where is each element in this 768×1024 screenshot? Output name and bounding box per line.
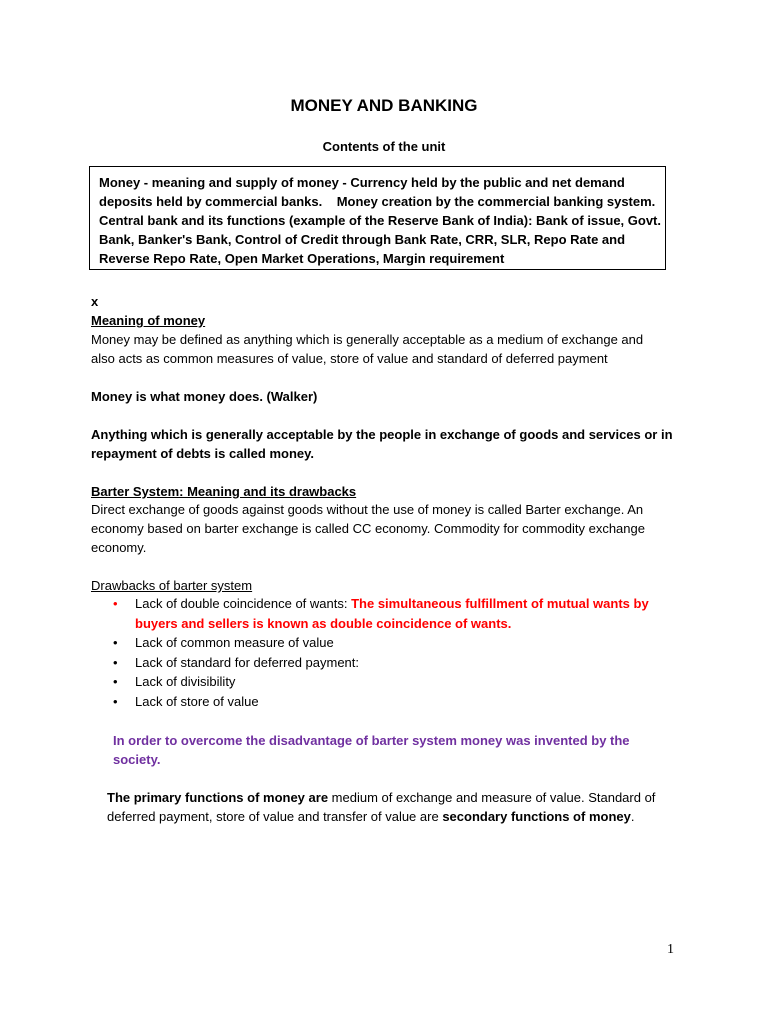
drawbacks-heading: Drawbacks of barter system bbox=[91, 578, 253, 593]
bullet-icon: • bbox=[113, 654, 118, 670]
bullet-icon: • bbox=[113, 635, 118, 651]
functions-line bbox=[107, 788, 707, 807]
list-item bbox=[113, 653, 693, 673]
list-item bbox=[113, 594, 693, 633]
bullet-icon: • bbox=[113, 674, 118, 690]
contents-line: Reverse Repo Rate, Open Market Operations, Margin requirement bbox=[99, 251, 505, 266]
functions-text: deferred payment, store of value and transfer of value are bbox=[107, 809, 443, 824]
barter-line: Direct exchange of goods against goods without the use of money is called Barter exchange. An bbox=[91, 502, 644, 517]
page-subtitle: Contents of the unit bbox=[322, 139, 446, 154]
overcome-line: society. bbox=[113, 752, 161, 767]
page-number: 1 bbox=[667, 942, 674, 957]
drawbacks-list bbox=[113, 594, 693, 712]
item-label: Lack of common measure of value bbox=[135, 635, 334, 651]
item-label: Lack of double coincidence of wants: bbox=[135, 596, 352, 611]
stray-mark: x bbox=[91, 294, 99, 309]
list-item bbox=[113, 672, 693, 692]
item-label: Lack of divisibility bbox=[135, 674, 236, 690]
contents-box bbox=[89, 166, 666, 270]
functions-line bbox=[107, 807, 707, 826]
functions-bold: The primary functions of money are bbox=[107, 790, 329, 805]
barter-heading: Barter System: Meaning and its drawbacks bbox=[91, 484, 357, 499]
meaning-line: also acts as common measures of value, store of value and standard of deferred payment bbox=[91, 351, 608, 366]
bullet-icon: • bbox=[113, 693, 118, 709]
contents-line: Central bank and its functions (example of the Reserve Bank of India): Bank of issue, Govt. bbox=[99, 213, 662, 228]
functions-bold: secondary functions of money bbox=[442, 809, 631, 824]
functions-text: medium of exchange and measure of value. Standard of bbox=[328, 790, 656, 805]
definition-line: Anything which is generally acceptable by the people in exchange of goods and services or in bbox=[91, 427, 673, 442]
overcome-line: In order to overcome the disadvantage of barter system money was invented by the bbox=[113, 733, 630, 748]
walker-quote: Money is what money does. (Walker) bbox=[91, 389, 318, 404]
list-item bbox=[113, 633, 693, 653]
barter-line: economy based on barter exchange is called CC economy. Commodity for commodity exchange bbox=[91, 521, 645, 536]
bullet-icon: • bbox=[113, 596, 118, 611]
item-highlight: buyers and sellers is known as double coincidence of wants. bbox=[135, 615, 512, 631]
contents-line: Bank, Banker's Bank, Control of Credit through Bank Rate, CRR, SLR, Repo Rate and bbox=[99, 232, 626, 247]
item-highlight: The simultaneous fulfillment of mutual wants by bbox=[351, 596, 649, 611]
contents-line: Money - meaning and supply of money - Currency held by the public and net demand bbox=[99, 175, 625, 190]
item-label: Lack of store of value bbox=[135, 693, 259, 709]
functions-text: . bbox=[630, 809, 635, 824]
barter-line: economy. bbox=[91, 540, 147, 555]
definition-line: repayment of debts is called money. bbox=[91, 446, 314, 461]
meaning-line: Money may be defined as anything which is generally acceptable as a medium of exchange and bbox=[91, 332, 644, 347]
contents-line: deposits held by commercial banks. Money creation by the commercial banking system. bbox=[99, 194, 656, 209]
page-title: MONEY AND BANKING bbox=[290, 96, 478, 115]
item-label: Lack of standard for deferred payment: bbox=[135, 654, 360, 670]
list-item bbox=[113, 692, 693, 712]
meaning-heading: Meaning of money bbox=[91, 313, 206, 328]
